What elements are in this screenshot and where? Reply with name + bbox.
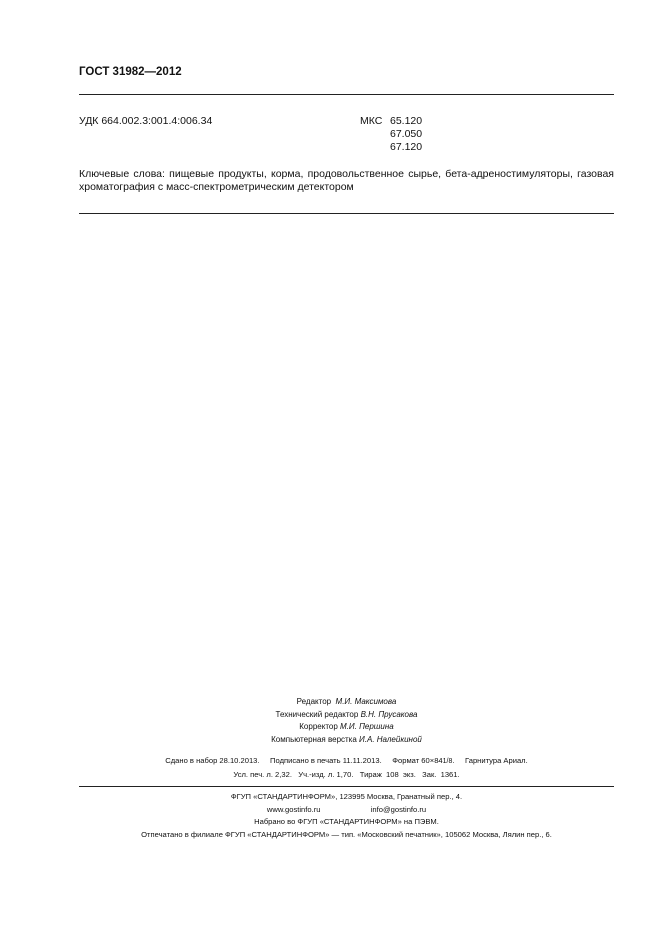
publisher-divider: [79, 786, 614, 787]
mks-label: МКС: [360, 115, 383, 127]
document-header: ГОСТ 31982—2012: [79, 66, 182, 78]
credit-tech-editor: Технический редактор В.Н. Прусакова: [275, 709, 418, 719]
typeset-info: Набрано во ФГУП «СТАНДАРТИНФОРМ» на ПЭВМ.: [254, 817, 439, 826]
mks-code: 67.120: [390, 141, 423, 153]
credit-editor: Редактор М.И. Максимова: [296, 697, 397, 706]
print-info: [79, 755, 614, 781]
mks-code: 65.120: [390, 115, 423, 127]
udk-code: УДК 664.002.3:001.4:006.34: [79, 115, 213, 127]
print-info-line1: Сдано в набор 28.10.2013. Подписано в печать 11.11.2013. Формат 60×841/8. Гарнитура Ариал.: [165, 756, 528, 765]
printed-info: Отпечатано в филиале ФГУП «СТАНДАРТИНФОРМ» — тип. «Московский печатник», 105062 Москва, Лялин пер., 6.: [141, 829, 552, 839]
credit-layout: Компьютерная верстка И.А. Налейкиной: [271, 734, 422, 744]
publisher-contacts: [79, 804, 614, 817]
publisher-block: [79, 791, 614, 841]
credit-corrector: Корректор М.И. Першина: [299, 722, 394, 731]
mks-code: 67.050: [390, 128, 423, 140]
publisher-email: info@gostinfo.ru: [370, 804, 427, 814]
print-info-line2: Усл. печ. л. 2,32. Уч.-изд. л. 1,70. Тираж 108 экз. Зак. 1361.: [233, 769, 460, 779]
credits-block: [79, 696, 614, 746]
header-divider: [79, 94, 614, 95]
keywords-divider: [79, 213, 614, 214]
publisher-website: www.gostinfo.ru: [266, 804, 321, 814]
format-fraction: 1/8: [442, 758, 453, 765]
mks-codes: [390, 115, 422, 154]
keywords: Ключевые слова: пищевые продукты, корма, продовольственное сырье, бета-адреностимуляторы, газовая хроматография с масс-спектрометрическим детектором: [79, 168, 614, 193]
publisher-address: ФГУП «СТАНДАРТИНФОРМ», 123995 Москва, Гранатный пер., 4.: [230, 792, 463, 801]
